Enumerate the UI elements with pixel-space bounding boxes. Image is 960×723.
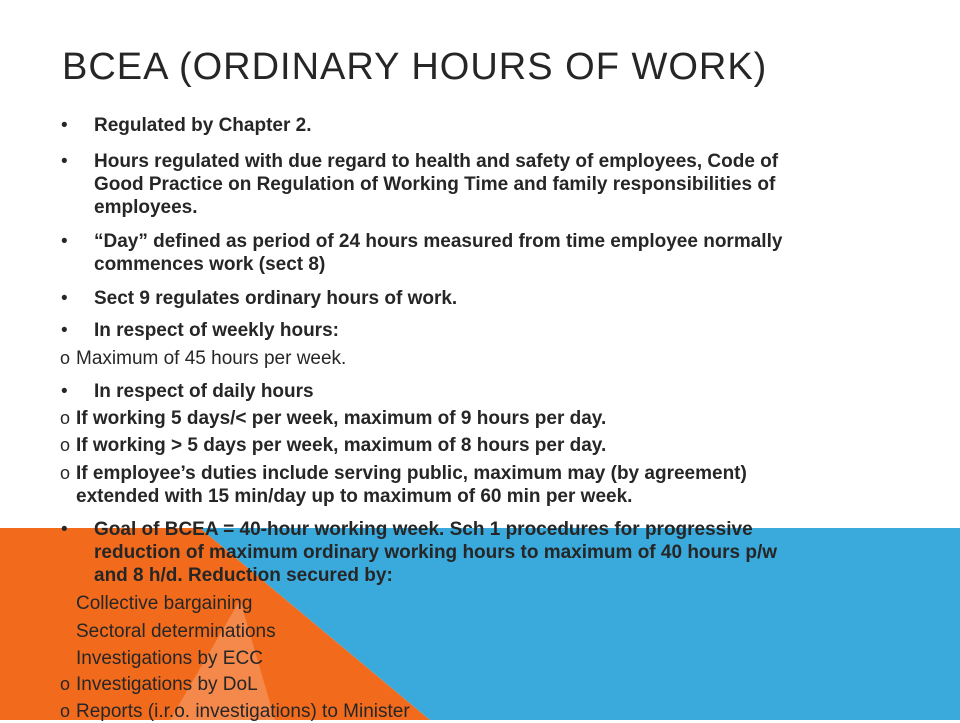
sub-bullet-icon: o xyxy=(60,348,71,368)
sub-bullet-icon: o xyxy=(60,463,71,483)
bullet-icon: • xyxy=(61,320,68,341)
bullet-icon: • xyxy=(61,381,68,402)
sub-bullet-text: If working > 5 days per week, maximum of 8 hours per day. xyxy=(76,435,607,456)
sub-bullet-text: Investigations by DoL xyxy=(76,674,258,695)
bullet-text-line: reduction of maximum ordinary working hours to maximum of 40 hours p/w xyxy=(94,542,778,563)
bullet-text-line: “Day” defined as period of 24 hours measured from time employee normally xyxy=(94,231,783,252)
sub-list-text: Sectoral determinations xyxy=(76,621,276,642)
bullet-text-line: Good Practice on Regulation of Working Time and family responsibilities of xyxy=(94,174,776,195)
sub-bullet-icon: o xyxy=(60,435,71,455)
bullet-text-line: Goal of BCEA = 40-hour working week. Sch 1 procedures for progressive xyxy=(94,519,753,540)
sub-bullet-icon: o xyxy=(60,408,71,428)
sub-bullet-text-line: extended with 15 min/day up to maximum of 60 min per week. xyxy=(76,486,633,507)
sub-bullet-text: If working 5 days/< per week, maximum of 9 hours per day. xyxy=(76,408,607,429)
bullet-text: Regulated by Chapter 2. xyxy=(94,115,312,136)
bullet-icon: • xyxy=(61,151,68,172)
bullet-text-line: Hours regulated with due regard to health and safety of employees, Code of xyxy=(94,151,779,172)
slide-title: BCEA (ORDINARY HOURS OF WORK) xyxy=(62,46,768,88)
bullet-text: In respect of daily hours xyxy=(94,381,314,402)
bullet-text-line: employees. xyxy=(94,197,198,218)
bullet-icon: • xyxy=(61,115,68,136)
bullet-text-line: commences work (sect 8) xyxy=(94,254,326,275)
bullet-icon: • xyxy=(61,288,68,309)
sub-bullet-text-line: If employee’s duties include serving public, maximum may (by agreement) xyxy=(76,463,747,484)
bullet-icon: • xyxy=(61,519,68,540)
bullet-icon: • xyxy=(61,231,68,252)
bullet-text: Sect 9 regulates ordinary hours of work. xyxy=(94,288,458,309)
bullet-text: In respect of weekly hours: xyxy=(94,320,339,341)
sub-list-text: Investigations by ECC xyxy=(76,648,263,669)
sub-list-text: Collective bargaining xyxy=(76,593,253,614)
sub-bullet-icon: o xyxy=(60,701,71,721)
sub-bullet-text: Maximum of 45 hours per week. xyxy=(76,348,347,369)
sub-bullet-icon: o xyxy=(60,674,71,694)
bullet-text-line: and 8 h/d. Reduction secured by: xyxy=(94,565,393,586)
sub-bullet-text: Reports (i.r.o. investigations) to Minister xyxy=(76,701,410,722)
